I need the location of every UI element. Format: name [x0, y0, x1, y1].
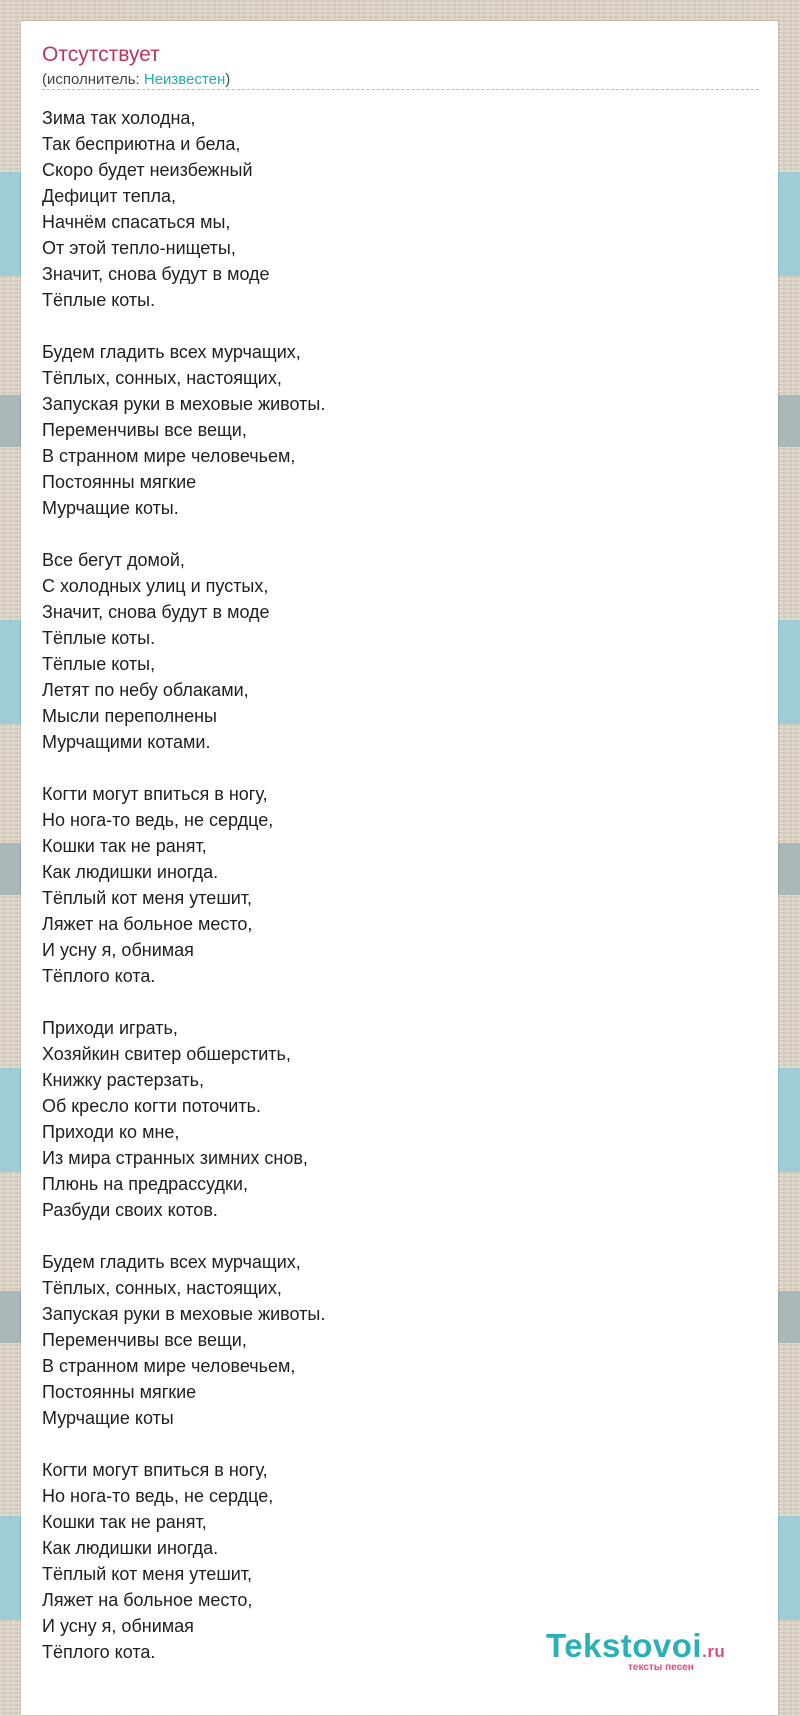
lyrics-line: Будем гладить всех мурчащих, [42, 1252, 301, 1272]
lyrics-line: Тёплый кот меня утешит, [42, 1564, 253, 1584]
lyrics-line: Запуская руки в меховые животы. [42, 394, 326, 414]
lyrics-line: Мурчащие коты [42, 1408, 174, 1428]
lyrics-stanza [42, 1457, 325, 1665]
lyrics-line: Постоянны мягкие [42, 472, 197, 492]
lyrics-line: Зима так холодна, [42, 108, 196, 128]
lyrics-stanza [42, 1015, 325, 1223]
lyrics-line: Кошки так не ранят, [42, 836, 207, 856]
lyrics-line: От этой тепло-нищеты, [42, 238, 236, 258]
lyrics-line: Ляжет на больное место, [42, 1590, 253, 1610]
lyrics-line: Мурчащими котами. [42, 732, 211, 752]
lyrics-stanza [42, 547, 325, 755]
lyrics-line: Как людишки иногда. [42, 862, 219, 882]
lyrics-line: Значит, снова будут в моде [42, 264, 270, 284]
lyrics-line: Ляжет на больное место, [42, 914, 253, 934]
site-logo[interactable] [546, 1628, 766, 1678]
lyrics-stanza [42, 1249, 325, 1431]
logo-name: Tekstovoi [546, 1627, 703, 1664]
artist-line [42, 71, 759, 90]
lyrics-text [42, 105, 325, 1691]
artist-link[interactable]: Неизвестен [143, 71, 226, 88]
lyrics-line: Переменчивы все вещи, [42, 1330, 247, 1350]
lyrics-line: Тёплые коты. [42, 628, 156, 648]
lyrics-line: Скоро будет неизбежный [42, 160, 253, 180]
artist-prefix: (исполнитель: [42, 71, 144, 88]
lyrics-line: Об кресло когти поточить. [42, 1096, 261, 1116]
lyrics-line: Все бегут домой, [42, 550, 185, 570]
lyrics-line: Когти могут впиться в ногу, [42, 784, 268, 804]
lyrics-line: Но нога-то ведь, не сердце, [42, 810, 274, 830]
lyrics-line: Мысли переполнены [42, 706, 217, 726]
lyrics-line: Мурчащие коты. [42, 498, 179, 518]
lyrics-line: Как людишки иногда. [42, 1538, 219, 1558]
lyrics-line: Тёплого кота. [42, 966, 156, 986]
lyrics-line: Так бесприютна и бела, [42, 134, 241, 154]
lyrics-line: Хозяйкин свитер обшерстить, [42, 1044, 291, 1064]
artist-suffix: ) [225, 71, 231, 88]
lyrics-line: Кошки так не ранят, [42, 1512, 207, 1532]
lyrics-line: Тёплые коты. [42, 290, 156, 310]
lyrics-line: Будем гладить всех мурчащих, [42, 342, 301, 362]
lyrics-line: Дефицит тепла, [42, 186, 176, 206]
lyrics-line: Приходи ко мне, [42, 1122, 180, 1142]
lyrics-line: Переменчивы все вещи, [42, 420, 247, 440]
lyrics-line: Значит, снова будут в моде [42, 602, 270, 622]
lyrics-line: Из мира странных зимних снов, [42, 1148, 308, 1168]
lyrics-line: И усну я, обнимая [42, 1616, 194, 1636]
lyrics-line: С холодных улиц и пустых, [42, 576, 269, 596]
lyrics-line: Тёплый кот меня утешит, [42, 888, 253, 908]
lyrics-card [21, 21, 778, 1715]
lyrics-line: Запуская руки в меховые животы. [42, 1304, 326, 1324]
lyrics-line: Тёплых, сонных, настоящих, [42, 368, 282, 388]
lyrics-line: Начнём спасаться мы, [42, 212, 231, 232]
lyrics-line: Постоянны мягкие [42, 1382, 197, 1402]
logo-tagline: тексты песен [628, 1662, 694, 1673]
lyrics-line: Когти могут впиться в ногу, [42, 1460, 268, 1480]
logo-tld: .ru [702, 1642, 726, 1661]
lyrics-stanza [42, 105, 325, 313]
lyrics-line: Но нога-то ведь, не сердце, [42, 1486, 274, 1506]
lyrics-line: Тёплые коты, [42, 654, 156, 674]
lyrics-line: Летят по небу облаками, [42, 680, 249, 700]
lyrics-stanza [42, 339, 325, 521]
lyrics-line: В странном мире человечьем, [42, 1356, 296, 1376]
lyrics-line: Приходи играть, [42, 1018, 178, 1038]
lyrics-line: Тёплых, сонных, настоящих, [42, 1278, 282, 1298]
lyrics-line: И усну я, обнимая [42, 940, 194, 960]
lyrics-line: Тёплого кота. [42, 1642, 156, 1662]
lyrics-stanza [42, 781, 325, 989]
song-title: Отсутствует [42, 43, 160, 66]
lyrics-line: Разбуди своих котов. [42, 1200, 218, 1220]
lyrics-line: В странном мире человечьем, [42, 446, 296, 466]
lyrics-line: Плюнь на предрассудки, [42, 1174, 248, 1194]
lyrics-line: Книжку растерзать, [42, 1070, 204, 1090]
